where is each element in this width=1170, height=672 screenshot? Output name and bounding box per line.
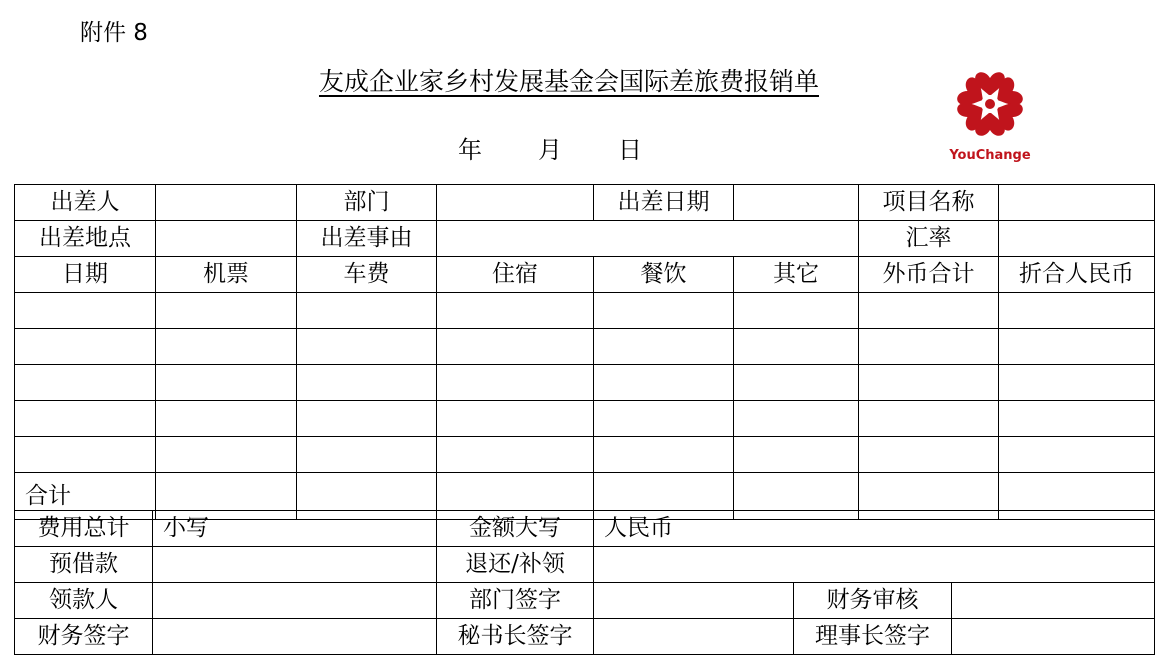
finance-review-label: 财务审核	[794, 583, 952, 619]
expense-cell[interactable]	[999, 401, 1155, 437]
travel-date-field[interactable]	[734, 185, 859, 221]
expense-cell[interactable]	[999, 293, 1155, 329]
expense-cell[interactable]	[999, 365, 1155, 401]
finance-sign-label: 财务签字	[15, 619, 153, 655]
expense-cell[interactable]	[15, 293, 156, 329]
subtotal-label: 合计	[15, 473, 156, 520]
travel-date-label: 出差日期	[594, 185, 734, 221]
expense-row	[15, 401, 1155, 437]
expense-cell[interactable]	[15, 329, 156, 365]
department-label: 部门	[297, 185, 437, 221]
column-header: 车费	[297, 257, 437, 293]
expense-cell[interactable]	[734, 365, 859, 401]
amount-upper-label: 金额大写	[437, 511, 594, 547]
form-title: 友成企业家乡村发展基金会国际差旅费报销单	[318, 67, 819, 96]
total-label: 费用总计	[15, 511, 153, 547]
column-header: 日期	[15, 257, 156, 293]
summary-table	[14, 510, 1155, 655]
expense-cell[interactable]	[15, 437, 156, 473]
expense-cell[interactable]	[15, 365, 156, 401]
youchange-logo	[940, 62, 1040, 172]
chairman-sign-label: 理事长签字	[794, 619, 952, 655]
advance-row	[15, 547, 1155, 583]
month-label: 月	[538, 136, 562, 164]
expense-cell[interactable]	[859, 329, 999, 365]
department-field[interactable]	[437, 185, 594, 221]
dept-sign-label: 部门签字	[437, 583, 594, 619]
expense-cell[interactable]	[999, 329, 1155, 365]
expense-cell[interactable]	[734, 329, 859, 365]
expense-cell[interactable]	[437, 329, 594, 365]
exchange-rate-label: 汇率	[859, 221, 999, 257]
expense-row	[15, 437, 1155, 473]
expense-cell[interactable]	[297, 401, 437, 437]
project-name-label: 项目名称	[859, 185, 999, 221]
expense-row	[15, 293, 1155, 329]
dept-sign-field[interactable]	[594, 583, 794, 619]
advance-field[interactable]	[153, 547, 437, 583]
column-header-row	[15, 257, 1155, 293]
expense-cell[interactable]	[297, 329, 437, 365]
finance-review-field[interactable]	[952, 583, 1155, 619]
column-header: 住宿	[437, 257, 594, 293]
column-header: 机票	[156, 257, 297, 293]
attachment-label: 附件 8	[80, 20, 148, 46]
year-label: 年	[458, 136, 482, 164]
expense-row	[15, 329, 1155, 365]
traveler-field[interactable]	[156, 185, 297, 221]
column-header: 外币合计	[859, 257, 999, 293]
expense-row	[15, 365, 1155, 401]
expense-cell[interactable]	[594, 365, 734, 401]
day-label: 日	[618, 136, 642, 164]
expense-cell[interactable]	[734, 401, 859, 437]
exchange-rate-field[interactable]	[999, 221, 1155, 257]
traveler-label: 出差人	[15, 185, 156, 221]
expense-cell[interactable]	[594, 437, 734, 473]
advance-label: 预借款	[15, 547, 153, 583]
rmb-label: 人民币	[604, 515, 673, 541]
expense-cell[interactable]	[859, 293, 999, 329]
expense-cell[interactable]	[734, 437, 859, 473]
expense-cell[interactable]	[859, 401, 999, 437]
expense-cell[interactable]	[734, 293, 859, 329]
expense-cell[interactable]	[156, 329, 297, 365]
info-row-1	[15, 185, 1155, 221]
payee-row	[15, 583, 1155, 619]
expense-cell[interactable]	[297, 437, 437, 473]
expense-cell[interactable]	[15, 401, 156, 437]
payee-label: 领款人	[15, 583, 153, 619]
expense-cell[interactable]	[437, 437, 594, 473]
expense-cell[interactable]	[297, 293, 437, 329]
column-header: 其它	[734, 257, 859, 293]
expense-cell[interactable]	[594, 293, 734, 329]
signature-row	[15, 619, 1155, 655]
total-row	[15, 511, 1155, 547]
column-header: 折合人民币	[999, 257, 1155, 293]
secretary-sign-field[interactable]	[594, 619, 794, 655]
expense-cell[interactable]	[297, 365, 437, 401]
secretary-sign-label: 秘书长签字	[437, 619, 594, 655]
refund-label: 退还/补领	[437, 547, 594, 583]
heart-ring-icon	[940, 62, 1040, 146]
location-label: 出差地点	[15, 221, 156, 257]
expense-table	[14, 184, 1155, 520]
refund-field[interactable]	[594, 547, 1155, 583]
column-header: 餐饮	[594, 257, 734, 293]
payee-field[interactable]	[153, 583, 437, 619]
reason-field[interactable]	[437, 221, 859, 257]
expense-cell[interactable]	[156, 401, 297, 437]
expense-cell[interactable]	[594, 329, 734, 365]
expense-cell[interactable]	[594, 401, 734, 437]
expense-cell[interactable]	[437, 293, 594, 329]
chairman-sign-field[interactable]	[952, 619, 1155, 655]
expense-cell[interactable]	[156, 293, 297, 329]
small-amount-field[interactable]	[153, 511, 437, 547]
expense-cell[interactable]	[999, 437, 1155, 473]
expense-cell[interactable]	[437, 401, 594, 437]
small-amount-label: 小写	[163, 515, 209, 541]
info-row-2	[15, 221, 1155, 257]
logo-text: YouChange	[949, 148, 1031, 163]
expense-cell[interactable]	[156, 437, 297, 473]
finance-sign-field[interactable]	[153, 619, 437, 655]
expense-cell[interactable]	[437, 365, 594, 401]
expense-cell[interactable]	[156, 365, 297, 401]
expense-cell[interactable]	[859, 365, 999, 401]
location-field[interactable]	[156, 221, 297, 257]
project-name-field[interactable]	[999, 185, 1155, 221]
expense-cell[interactable]	[859, 437, 999, 473]
amount-upper-field[interactable]	[594, 511, 1155, 547]
reason-label: 出差事由	[297, 221, 437, 257]
